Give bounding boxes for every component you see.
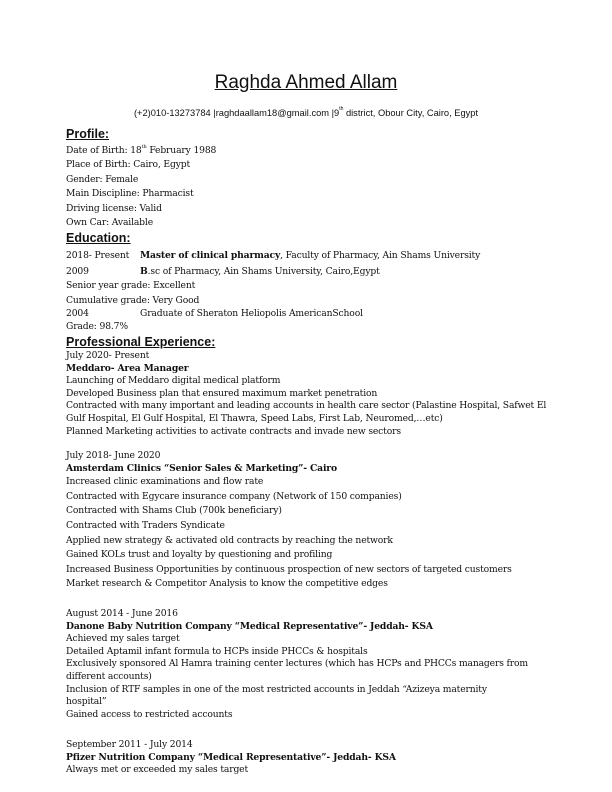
job-entry [66, 608, 552, 721]
job-line: Achieved my sales target [66, 633, 180, 645]
degree-title: B [140, 265, 148, 277]
job-date: September 2011 - July 2014 [66, 739, 193, 750]
job-line: Contracted with Traders Syndicate [66, 519, 225, 531]
contact-address: district, Obour City, Cairo, Egypt [343, 108, 479, 118]
dob-label: Date of Birth: [66, 145, 131, 156]
dob-day: 18 [130, 145, 142, 156]
job-entry [66, 450, 552, 591]
job-title: Amsterdam Clinics “Senior Sales & Marketing”- Cairo [66, 463, 337, 475]
job-line: Launching of Meddaro digital medical platform [66, 375, 281, 387]
degree-title: Master of clinical pharmacy [140, 250, 281, 261]
job-date: July 2018- June 2020 [66, 450, 161, 461]
job-line: Applied new strategy & activated old contracts by reaching the network [66, 534, 393, 546]
contact-line [0, 106, 612, 118]
dob-rest: February 1988 [146, 145, 217, 156]
job-title: Danone Baby Nutrition Company “Medical Representative”- Jeddah- KSA [66, 620, 433, 632]
education-entry: Graduate of Sheraton Heliopolis AmericanSchool [140, 308, 363, 320]
profile-line: Place of Birth: Cairo, Egypt [66, 159, 191, 171]
education-grade: Grade: 98.7% [66, 320, 128, 332]
education-section [66, 250, 552, 334]
education-row [66, 250, 552, 263]
education-line: Senior year grade: Excellent [66, 280, 196, 292]
job-title: Meddaro- Area Manager [66, 362, 189, 374]
profile-section [66, 141, 552, 230]
education-date: 2004 [66, 308, 89, 320]
job-line: Market research & Competitor Analysis to know the competitive edges [66, 578, 388, 590]
job-line: Gained access to restricted accounts [66, 708, 233, 720]
education-line: Cumulative grade: Very Good [66, 294, 200, 306]
job-line: Increased Business Opportunities by continuous prospection of new sectors of targeted customers [66, 563, 512, 575]
job-entry [66, 739, 552, 777]
profile-dob [66, 141, 552, 158]
job-line: Contracted with Shams Club (700k beneficiary) [66, 505, 282, 517]
job-line: Always met or exceeded my sales target [66, 764, 249, 776]
job-entry [66, 350, 552, 438]
degree-detail: , Faculty of Pharmacy, Ain Shams University [280, 250, 481, 261]
education-row [66, 266, 552, 279]
profile-line: Gender: Female [66, 173, 139, 185]
job-line: Increased clinic examinations and flow rate [66, 476, 264, 488]
job-line: Contracted with many important and leading accounts in health care sector (Palastine Hospital, Safwet El Gulf Hospital, El Gulf Hospital, El Thawra, Speed Labs, First Lab, Neuromed,…etc) [66, 400, 547, 424]
education-date: 2018- Present [66, 250, 130, 261]
job-line: Detailed Aptamil infant formula to HCPs inside PHCCs & hospitals [66, 645, 368, 657]
job-date: July 2020- Present [66, 350, 150, 361]
education-entry [140, 266, 380, 279]
job-line: Gained KOLs trust and loyalty by questioning and profiling [66, 549, 333, 561]
candidate-name: Raghda Ahmed Allam [214, 72, 398, 93]
contact-phone-email: (+2)010-13273784 |raghdaallam18@gmail.com |9 [133, 108, 340, 118]
profile-line: Own Car: Available [66, 217, 153, 229]
education-row [66, 308, 552, 321]
education-entry [140, 250, 480, 263]
job-line: Planned Marketing activities to activate contracts and invade new sectors [66, 425, 401, 437]
profile-heading: Profile: [66, 127, 110, 141]
job-line: Inclusion of RTF samples in one of the most restricted accounts in Jeddah “Azizeya maternity hospital” [66, 683, 487, 708]
profile-line: Main Discipline: Pharmacist [66, 188, 194, 200]
job-line: Exclusively sponsored Al Hamra training center lectures (which has HCPs and PHCCs managers from different accounts) [66, 658, 528, 682]
experience-heading: Professional Experience: [66, 335, 216, 349]
profile-line: Driving license: Valid [66, 202, 162, 214]
job-title: Pfizer Nutrition Company “Medical Representative”- Jeddah- KSA [66, 751, 396, 763]
degree-detail: .sc of Pharmacy, Ain Shams University, Cairo,Egypt [147, 265, 380, 277]
education-heading: Education: [66, 231, 131, 245]
education-date: 2009 [66, 265, 89, 277]
job-line: Developed Business plan that ensured maximum market penetration [66, 387, 378, 399]
job-line: Contracted with Egycare insurance company (Network of 150 companies) [66, 490, 402, 502]
dob-superscript: th [141, 144, 147, 150]
job-date: August 2014 - June 2016 [66, 608, 178, 619]
contact-superscript: th [339, 106, 344, 112]
